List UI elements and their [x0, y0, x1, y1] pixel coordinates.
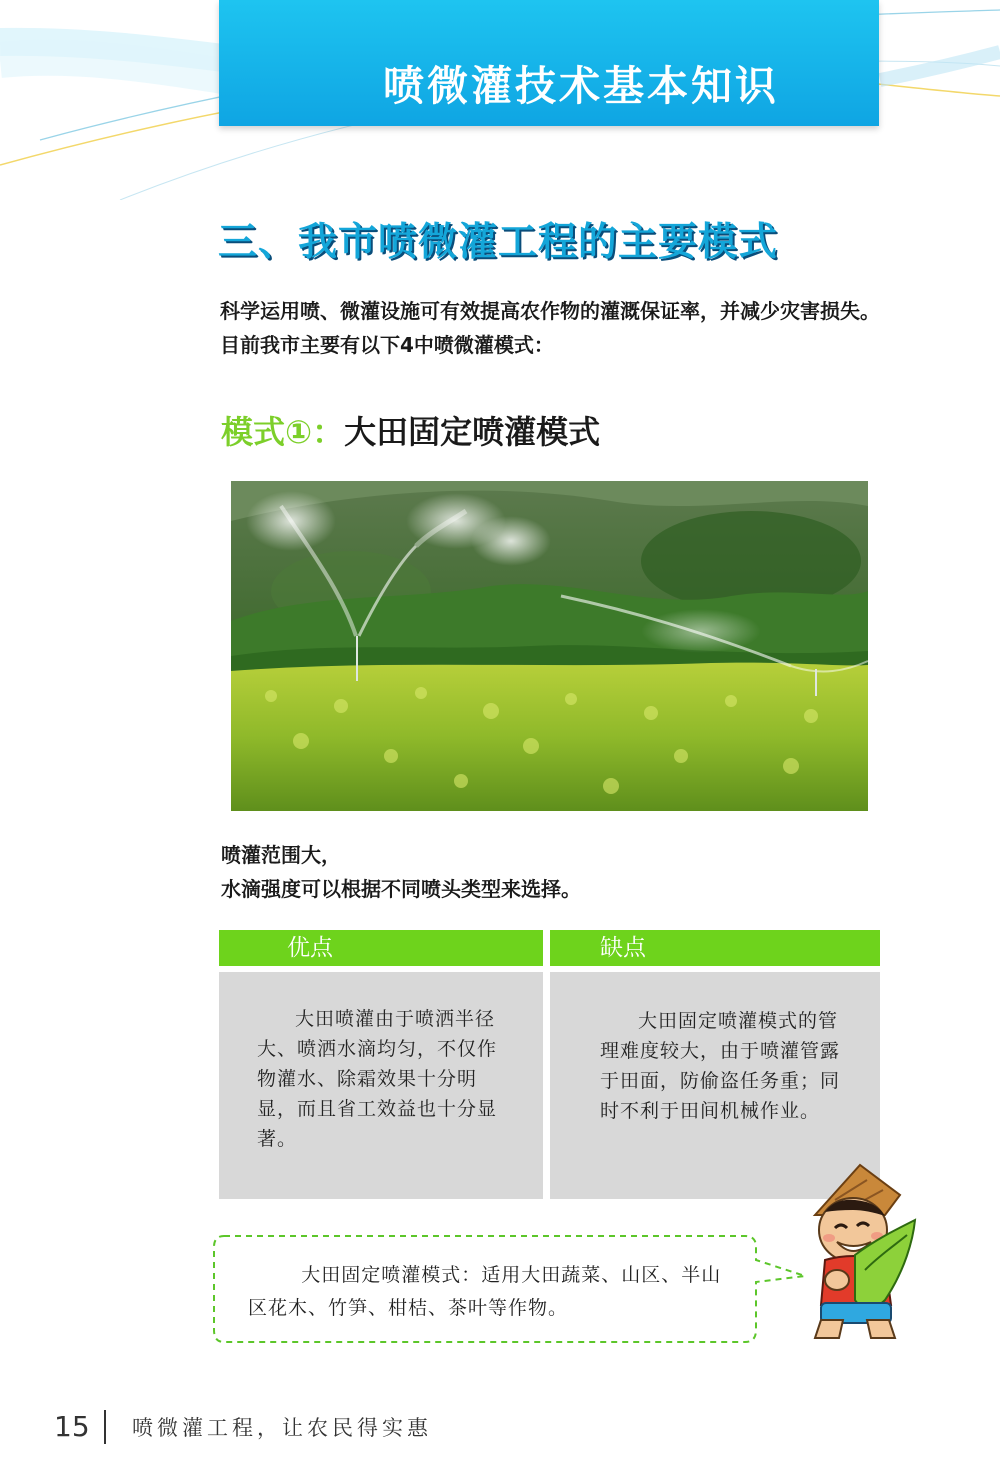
header-banner: [219, 0, 879, 126]
pros-text: 大田喷灌由于喷洒半径大、喷洒水滴均匀，不仅作物灌水、除霜效果十分明显，而且省工效益也十分显著。: [257, 1008, 498, 1150]
page-number: 15: [54, 1410, 90, 1443]
section-heading: 三、我市喷微灌工程的主要模式: [218, 220, 779, 265]
footer-slogan: 喷微灌工程，让农民得实惠: [132, 1416, 432, 1440]
farmer-mascot-illustration: [795, 1160, 935, 1345]
cons-text: 大田固定喷灌模式的管理难度较大，由于喷灌管露于田面，防偷盗任务重；同时不利于田间机械作业。: [600, 1010, 841, 1122]
footer-divider: [104, 1410, 106, 1444]
intro-paragraph: 科学运用喷、微灌设施可有效提高农作物的灌溉保证率，并减少灾害损失。目前我市主要有以下4中喷微灌模式：: [220, 299, 880, 357]
description-line-1: 喷灌范围大，: [221, 843, 341, 867]
pros-header: [219, 930, 543, 966]
mode-heading: [221, 410, 600, 454]
page-header-title: 喷微灌技术基本知识: [383, 62, 779, 110]
pros-label: 优点: [287, 935, 333, 961]
description-line-2: 水滴强度可以根据不同喷头类型来选择。: [221, 877, 581, 901]
cons-header: [550, 930, 880, 966]
cons-label: 缺点: [600, 935, 646, 961]
sprinkler-field-photo: [231, 481, 868, 811]
mode-title: 大田固定喷灌模式: [344, 413, 601, 451]
mode-description: [221, 838, 581, 906]
mode-number-label: 模式①：: [221, 413, 345, 451]
callout-text: 大田固定喷灌模式：适用大田蔬菜、山区、半山区花木、竹笋、柑桔、茶叶等作物。: [248, 1264, 722, 1319]
pros-cell: [219, 972, 543, 1199]
